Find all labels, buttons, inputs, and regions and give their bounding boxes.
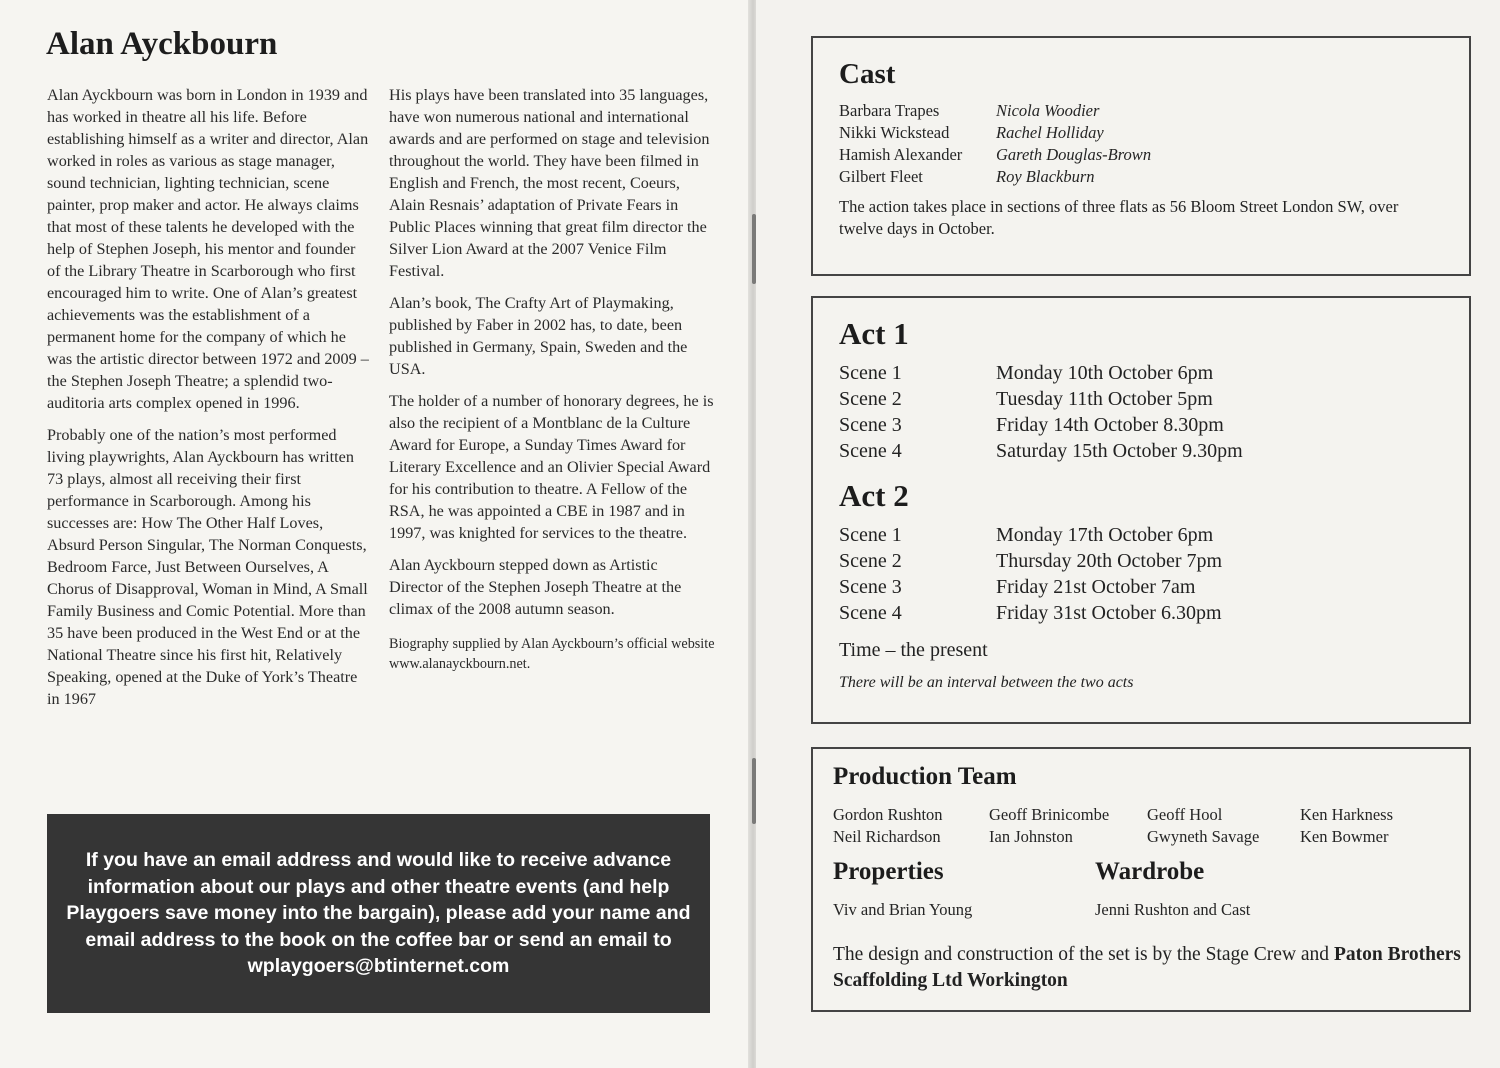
act-2-heading: Act 2 — [839, 478, 909, 513]
cast-heading: Cast — [839, 58, 896, 90]
act-1-heading: Act 1 — [839, 316, 909, 351]
cast-actor: Gareth Douglas-Brown — [996, 145, 1152, 164]
scene-date: Friday 31st October 6.30pm — [996, 602, 1222, 624]
interval-note: There will be an interval between the two acts — [839, 674, 1134, 691]
biography-credit: Biography supplied by Alan Ayckbourn’s official website www.alanayckbourn.net. — [389, 636, 715, 672]
time-setting: Time – the present — [839, 639, 988, 661]
biography-paragraph: Probably one of the nation’s most performed living playwrights, Alan Ayckbourn has written 73 plays, almost all receiving their first performance in Scarborough. Among his successes are: How The Other Half Loves, Absurd Person Singular, The Norman Conquests, Bedroom Farce, Just Between Ourselves, A Chorus of Disapproval, Woman in Mind, A Small Family Business and Comic Potential. More than 35 have been produced in the West End or at the National Theatre since his first hit, Relatively Speaking, opened at the Duke of York’s Theatre in 1967 — [47, 426, 368, 708]
set-design-credit — [833, 942, 1463, 994]
set-builder-company: Paton Brothers Scaffolding Ltd Workington — [833, 944, 1461, 991]
scene-date: Saturday 15th October 9.30pm — [996, 440, 1243, 462]
cast-role: Barbara Trapes — [839, 101, 940, 120]
scene-schedule-box — [811, 296, 1471, 724]
team-member: Gwyneth Savage — [1147, 827, 1260, 846]
team-member: Geoff Hool — [1147, 805, 1223, 824]
set-design-text: The design and construction of the set is by the Stage Crew and — [833, 944, 1334, 965]
biography-column-2 — [389, 84, 715, 684]
scene-date: Friday 14th October 8.30pm — [996, 414, 1224, 436]
scene-label: Scene 3 — [839, 414, 902, 436]
wardrobe-heading: Wardrobe — [1095, 858, 1205, 885]
biography-column-1 — [47, 84, 369, 720]
scene-label: Scene 3 — [839, 576, 902, 598]
scene-date: Friday 21st October 7am — [996, 576, 1196, 598]
wardrobe-names: Jenni Rushton and Cast — [1095, 900, 1251, 919]
properties-names: Viv and Brian Young — [833, 900, 973, 919]
biography-paragraph: Alan’s book, The Crafty Art of Playmaking, published by Faber in 2002 has, to date, been published in Germany, Spain, Sweden and the USA. — [389, 294, 688, 378]
team-member: Ian Johnston — [989, 827, 1073, 846]
setting-note: The action takes place in sections of three flats as 56 Bloom Street London SW, over twelve days in October. — [839, 197, 1399, 238]
biography-paragraph: Alan Ayckbourn was born in London in 1939 and has worked in theatre all his life. Before establishing himself as a writer and director, Alan worked in roles as various as stage manager, sound technician, lighting technician, scene painter, prop maker and actor. He always claims that most of these talents he developed with the help of Stephen Joseph, his mentor and founder of the Library Theatre in Scarborough who first encouraged him to write. One of Alan’s greatest achievements was the establishment of a permanent home for the company of which he was the artistic director between 1972 and 2009 – the Stephen Joseph Theatre; a splendid two-auditoria arts complex opened in 1996. — [47, 86, 369, 412]
cast-role: Nikki Wickstead — [839, 123, 950, 142]
scene-label: Scene 2 — [839, 388, 902, 410]
biography-paragraph: His plays have been translated into 35 languages, have won numerous national and international awards and are performed on stage and television throughout the world. They have been filmed in English and French, the most recent, Coeurs, Alain Resnais’ adaptation of Private Fears in Public Places winning that great film director the Silver Lion Award at the 2007 Venice Film Festival. — [389, 86, 710, 280]
scene-label: Scene 1 — [839, 524, 902, 546]
team-member: Ken Harkness — [1300, 805, 1394, 824]
scene-label: Scene 4 — [839, 602, 902, 624]
team-member: Neil Richardson — [833, 827, 941, 846]
cast-role: Hamish Alexander — [839, 145, 963, 164]
scene-label: Scene 2 — [839, 550, 902, 572]
scene-label: Scene 1 — [839, 362, 902, 384]
team-member: Geoff Brinicombe — [989, 805, 1110, 824]
scene-date: Tuesday 11th October 5pm — [996, 388, 1213, 410]
production-team-box — [811, 747, 1471, 1012]
biography-title: Alan Ayckbourn — [46, 26, 278, 62]
email-notice-box — [47, 814, 710, 1013]
scene-label: Scene 4 — [839, 440, 902, 462]
cast-actor: Rachel Holliday — [996, 123, 1104, 142]
scene-date: Monday 17th October 6pm — [996, 524, 1214, 546]
properties-heading: Properties — [833, 858, 944, 885]
production-team-heading: Production Team — [833, 763, 1017, 790]
team-member: Ken Bowmer — [1300, 827, 1389, 846]
scene-date: Thursday 20th October 7pm — [996, 550, 1223, 572]
scene-date: Monday 10th October 6pm — [996, 362, 1214, 384]
cast-actor: Roy Blackburn — [996, 167, 1095, 186]
cast-box — [811, 36, 1471, 276]
team-member: Gordon Rushton — [833, 805, 943, 824]
cast-actor: Nicola Woodier — [996, 101, 1100, 120]
email-notice-text: If you have an email address and would like to receive advance information about our plays and other theatre events (and help Playgoers save money into the bargain), please add your name and email address to the book on the coffee bar or send an email to wplaygoers@btinternet.com — [66, 849, 691, 978]
biography-paragraph: Alan Ayckbourn stepped down as Artistic Director of the Stephen Joseph Theatre at the climax of the 2008 autumn season. — [389, 556, 682, 618]
biography-paragraph: The holder of a number of honorary degrees, he is also the recipient of a Montblanc de la Culture Award for Europe, a Sunday Times Award for Literary Excellence and an Olivier Special Award for his contribution to theatre. A Fellow of the RSA, he was appointed a CBE in 1987 and in 1997, was knighted for services to the theatre. — [389, 392, 714, 542]
cast-role: Gilbert Fleet — [839, 167, 923, 186]
